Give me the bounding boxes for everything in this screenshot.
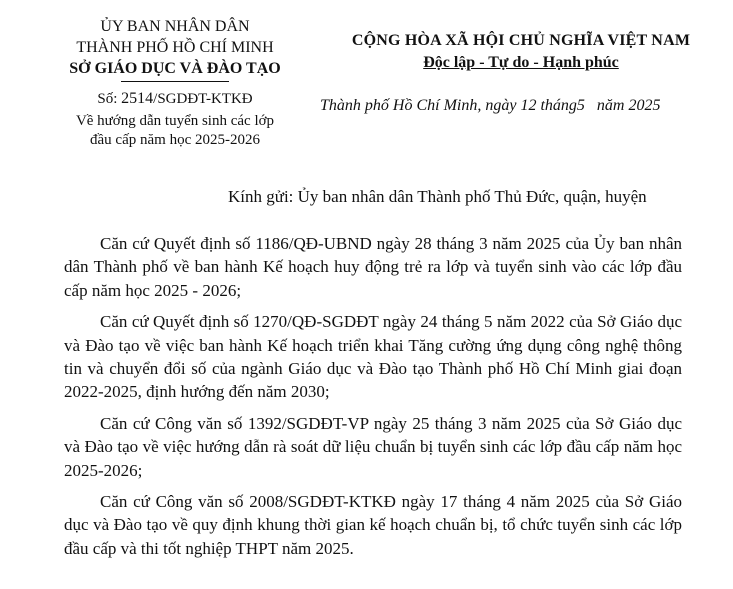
document-number-value: 2514 <box>121 90 154 107</box>
date-prefix: Thành phố Hồ Chí Minh, ngày <box>320 97 517 114</box>
issuing-authority-block <box>40 16 310 150</box>
subject-line-1: Về hướng dẫn tuyển sinh các lớp <box>75 113 275 129</box>
document-number-label: Số: <box>97 91 118 107</box>
date-year: năm 2025 <box>596 97 661 114</box>
national-header-block <box>316 30 726 74</box>
subject-line-2: đầu cấp năm học 2025-2026 <box>90 132 260 148</box>
date-month-label: tháng <box>540 97 577 114</box>
paragraph: Căn cứ Quyết định số 1270/QĐ-SGDĐT ngày 24 tháng 5 năm 2022 của Sở Giáo dục và Đào tạo về việc ban hành Kế hoạch triển khai Tăng cường ứng dụng công nghệ thông tin và chuyển đổi số của ngành Giáo dục và Đào tạo Thành phố Hồ Chí Minh giai đoạn 2022-2025, định hướng đến năm 2030; <box>64 312 682 402</box>
paragraph: Căn cứ Quyết định số 1186/QĐ-UBND ngày 28 tháng 3 năm 2025 của Ủy ban nhân dân Thành phố về ban hành Kế hoạch huy động trẻ ra lớp và tuyển sinh vào các lớp đầu cấp năm học 2025 - 2026; <box>64 234 682 300</box>
document-date <box>320 97 720 115</box>
date-day: 12 <box>520 97 537 114</box>
document-number <box>40 88 310 110</box>
authority-line-2: THÀNH PHỐ HỒ CHÍ MINH <box>76 39 274 56</box>
document-body <box>64 232 682 568</box>
national-title: CỘNG HÒA XÃ HỘI CHỦ NGHĨA VIỆT NAM <box>351 32 691 49</box>
authority-line-3: SỞ GIÁO DỤC VÀ ĐÀO TẠO <box>69 60 281 77</box>
recipient-line: Kính gửi: Ủy ban nhân dân Thành phố Thủ Đức, quận, huyện <box>228 187 647 206</box>
paragraph: Căn cứ Công văn số 1392/SGDĐT-VP ngày 25 tháng 3 năm 2025 của Sở Giáo dục và Đào tạo về việc hướng dẫn rà soát dữ liệu chuẩn bị tuyển sinh các lớp đầu cấp năm học 2025-2026; <box>64 413 682 480</box>
authority-line-1: ỦY BAN NHÂN DÂN <box>100 18 250 35</box>
national-motto: Độc lập - Tự do - Hạnh phúc <box>423 54 619 71</box>
date-month: 5 <box>576 97 585 114</box>
paragraph: Căn cứ Công văn số 2008/SGDĐT-KTKĐ ngày 17 tháng 4 năm 2025 của Sở Giáo dục và Đào tạo về quy định khung thời gian kế hoạch chuẩn bị, tổ chức tuyển sinh các lớp đầu cấp và thi tốt nghiệp THPT năm 2025. <box>64 492 682 558</box>
authority-underline <box>121 81 229 82</box>
document-number-suffix: /SGDĐT-KTKĐ <box>153 91 253 107</box>
document-subject <box>40 112 310 150</box>
